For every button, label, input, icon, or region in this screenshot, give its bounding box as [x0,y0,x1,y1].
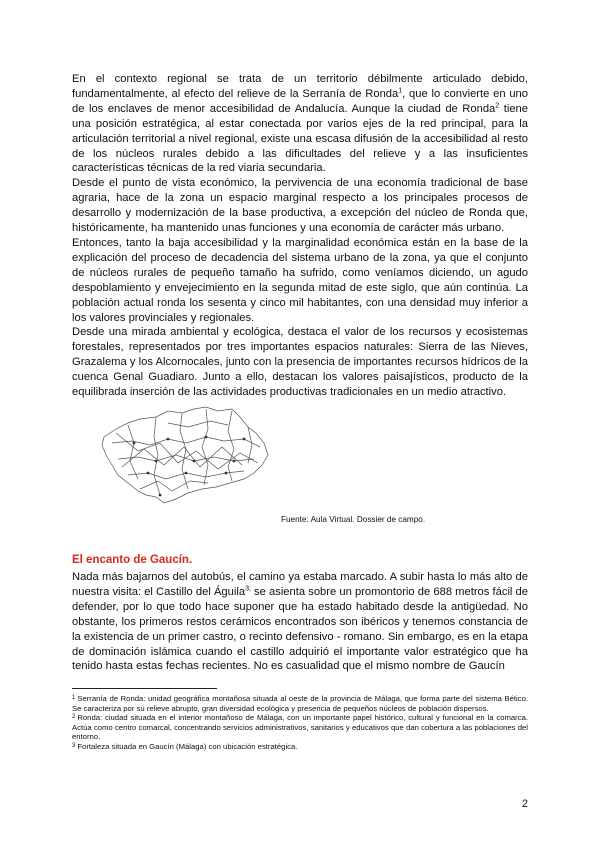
footnote-mark: 3 [72,742,76,749]
paragraph-environmental: Desde una mirada ambiental y ecológica, destaca el valor de los recursos y ecosistemas forestales, representados por tres importantes espacios naturales: Sierra de las Nieves, Grazalema y los Alcornocales, junto con la presencia de importantes recursos hídricos de la cuenca Genal Guadiaro. Junto a ello, destacan los valores paisajísticos, producto de la equilibrada inserción de las actividades productivas tradicionales en un medio atractivo. [72,326,528,399]
footnote-separator [72,688,217,689]
andalusia-road-map [98,403,274,509]
footnote-mark: 2 [72,714,76,721]
body-text-block [72,72,528,400]
footnotes [72,694,528,752]
footnote-ref: 3; [245,585,251,593]
figure-caption: Fuente: Aula Virtual. Dossier de campo. [281,515,426,524]
footnote-1: $^1$ Serranía de Ronda: unidad geográfica montañosa situada al oeste de la provincia de Málaga, que forma parte del sistema Bético. Se caracteriza por su relieve abrupto, gran diversidad ecológica y presencia de pequeños núcleos de población dispersos. [72,694,528,713]
paragraph-economic: Desde el punto de vista económico, la pervivencia de una economía tradicional de base agraria, hace de la zona un espacio marginal respecto a los principales procesos de desarrollo y modernización de la base productiva, a excepción del núcleo de Ronda que, históricamente, ha mantenido unas funciones y una economía de carácter más urbano. [72,177,528,235]
paragraph-urban-decline: Entonces, tanto la baja accesibilidad y la marginalidad económica están en la base de la explicación del proceso de decadencia del sistema urbano de la zona, ya que el conjunto de núcleos rurales de pequeño tamaño ha sufrido, como veníamos diciendo, un agudo despoblamiento y envejecimiento en la segunda mitad de este siglo, que aún continúa. La población actual ronda los sesenta y cinco mil habitantes, con una densidad muy inferior a los valores provinciales y regionales. [72,236,528,324]
page-number: 2 [521,798,528,810]
paragraph-regional-context: En el contexto regional se trata de un territorio débilmente articulado debido, fundamentalmente, al efecto del relieve de la Serranía de Ronda$^1$, que lo convierte en uno de los enclaves de menor accesibilidad de Andalucía. Aunque la ciudad de Ronda$^2$ tiene una posición estratégica, al estar conectada por varios ejes de la red principal, para la articulación territorial a nivel regional, existe una escasa difusión de la accesibilidad al resto de los núcleos rurales debido a las dificultades del relieve y a las insuficientes características técnicas de la red viaria secundaria. [72,73,528,175]
body-text-block-gaucin [72,570,528,674]
footnote-mark: 1 [72,695,76,701]
section-heading: El encanto de Gaucín. [72,554,193,566]
footnote-ref: 1 [398,87,403,95]
paragraph-gaucin: Nada más bajarnos del autobús, el camino ya estaba marcado. A subir hasta lo más alto de nuestra visita: el Castillo del Águila$^{3;}$ se asienta sobre un promontorio de 688 metros fácil de defender, por lo que todo hace suponer que ha estado habitado desde la antigüedad. No obstante, los primeros restos cerámicos encontrados son ibéricos y tenemos constancia de la existencia de un primer castro, o recinto defensivo - romano. Sin embargo, es en la etapa de dominación islámica cuando el castillo adquirió el importante valor estratégico que ha tenido hasta estas fechas recientes. No es casualidad que el mismo nombre de Gaucín [72,571,528,673]
footnote-ref: 2 [495,102,500,110]
footnote-3: $^3$ Fortaleza situada en Gaucín (Málaga) con ubicación estratégica. [72,741,298,751]
footnote-2: $^2$ Ronda: ciudad situada en el interior montañoso de Málaga, con un importante papel histórico, cultural y funcional en la comarca. Actúa como centro comarcal, concentrando servicios administrativos, sanitarios y educativos que dan cobertura a las poblaciones del entorno. [72,713,528,742]
